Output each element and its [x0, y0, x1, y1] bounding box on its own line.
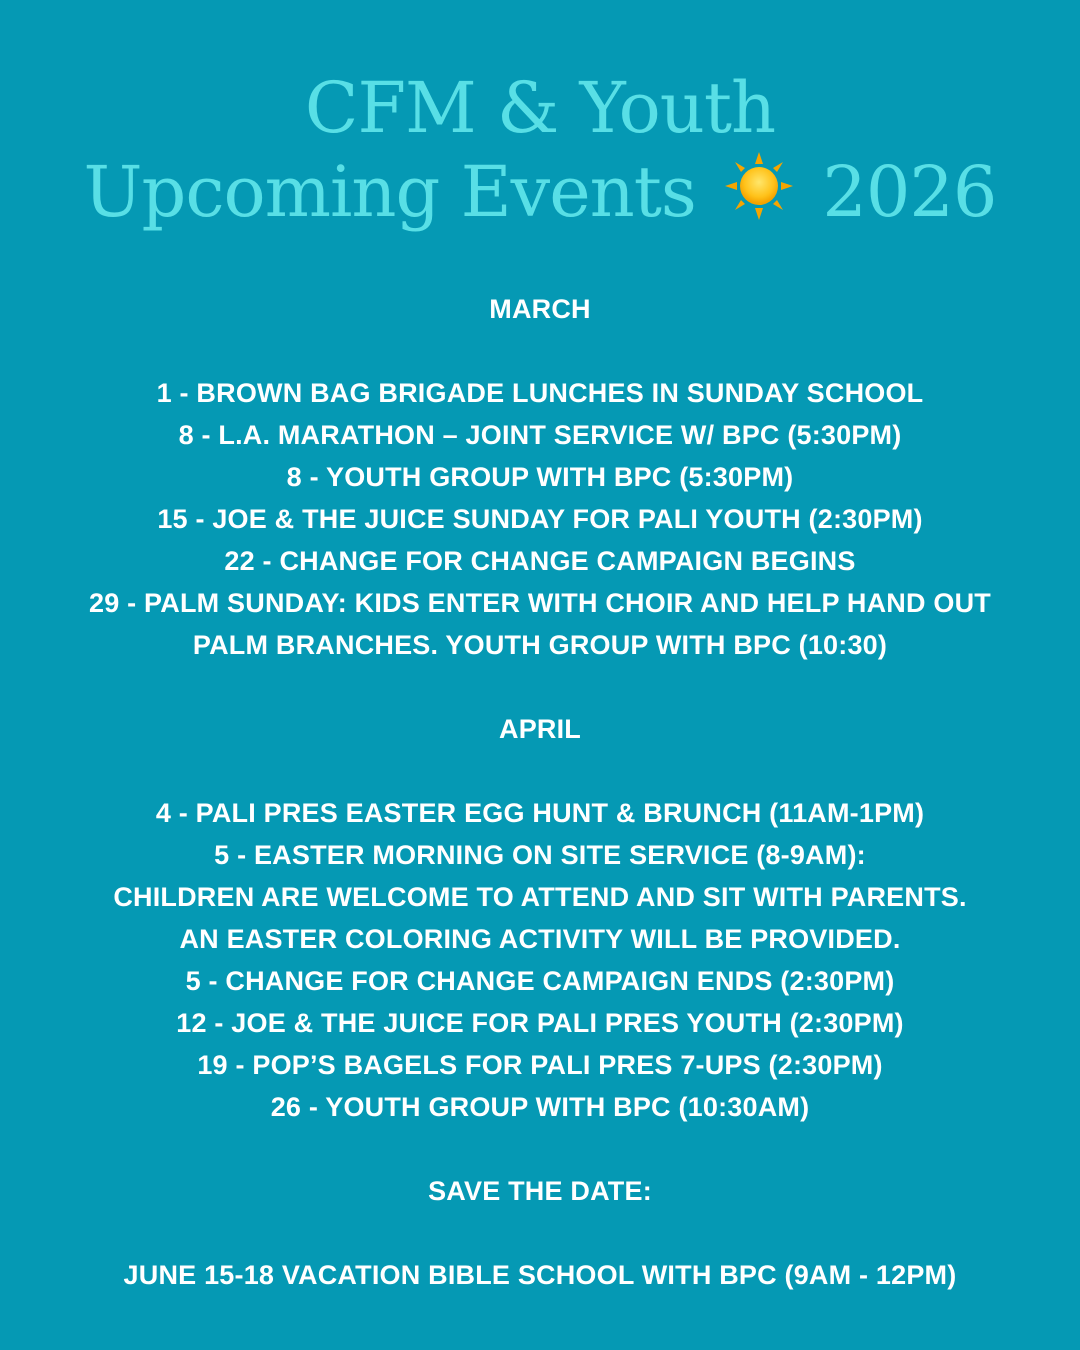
- march-event: 1 - BROWN BAG BRIGADE LUNCHES IN SUNDAY SCHOOL: [156, 378, 924, 408]
- poster-title-line-1: CFM & Youth: [304, 67, 776, 149]
- april-event: 5 - CHANGE FOR CHANGE CAMPAIGN ENDS (2:30PM): [185, 966, 895, 996]
- poster-title-line-2: [0, 150, 1080, 232]
- poster-title-text: Upcoming Events: [83, 151, 696, 233]
- march-event: 29 - PALM SUNDAY: KIDS ENTER WITH CHOIR AND HELP HAND OUT: [89, 588, 991, 618]
- events-list: [0, 288, 1080, 1296]
- march-event: 8 - L.A. MARATHON – JOINT SERVICE W/ BPC (5:30PM): [178, 420, 902, 450]
- march-event: PALM BRANCHES. YOUTH GROUP WITH BPC (10:30): [192, 630, 888, 660]
- april-event: 19 - POP’S BAGELS FOR PALI PRES 7-UPS (2:30PM): [197, 1050, 883, 1080]
- sun-icon: [723, 150, 795, 222]
- april-event: 4 - PALI PRES EASTER EGG HUNT & BRUNCH (11AM-1PM): [155, 798, 925, 828]
- save-the-date-event: JUNE 15-18 VACATION BIBLE SCHOOL WITH BPC (9AM - 12PM): [123, 1260, 957, 1290]
- march-event: 22 - CHANGE FOR CHANGE CAMPAIGN BEGINS: [224, 546, 856, 576]
- april-event: 5 - EASTER MORNING ON SITE SERVICE (8-9AM):: [214, 840, 866, 870]
- april-event: AN EASTER COLORING ACTIVITY WILL BE PROVIDED.: [179, 924, 901, 954]
- poster-title-year: 2026: [822, 151, 997, 233]
- march-heading: MARCH: [489, 294, 591, 324]
- march-event: 8 - YOUTH GROUP WITH BPC (5:30PM): [286, 462, 794, 492]
- save-the-date-heading: SAVE THE DATE:: [428, 1176, 652, 1206]
- april-event: CHILDREN ARE WELCOME TO ATTEND AND SIT WITH PARENTS.: [113, 882, 967, 912]
- april-event: 12 - JOE & THE JUICE FOR PALI PRES YOUTH (2:30PM): [176, 1008, 904, 1038]
- april-event: 26 - YOUTH GROUP WITH BPC (10:30AM): [270, 1092, 810, 1122]
- march-event: 15 - JOE & THE JUICE SUNDAY FOR PALI YOUTH (2:30PM): [157, 504, 923, 534]
- april-heading: APRIL: [499, 714, 581, 744]
